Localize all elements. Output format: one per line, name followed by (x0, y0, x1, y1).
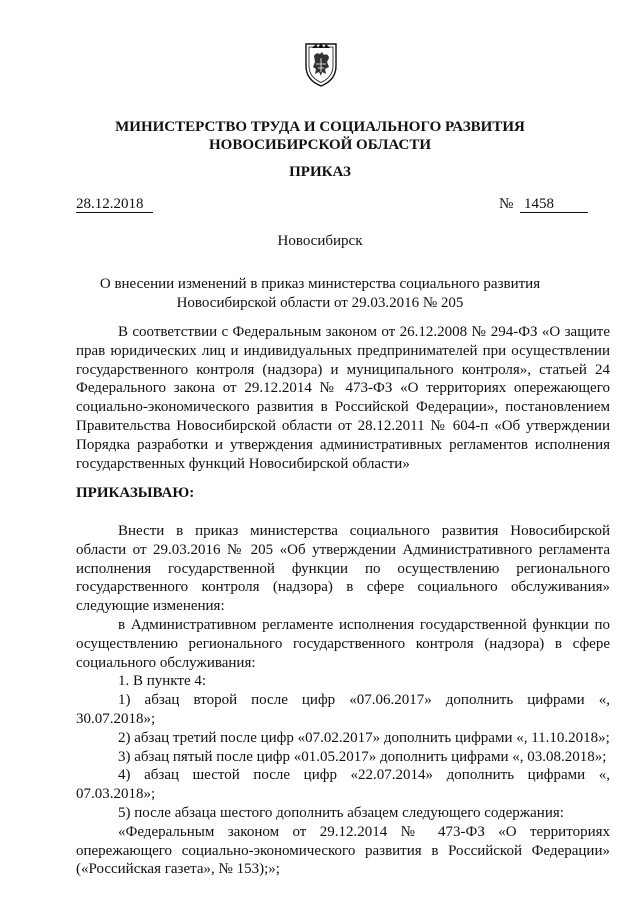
coat-of-arms-icon (302, 40, 340, 88)
document-subject (0, 275, 640, 313)
subject-line2: Новосибирской области от 29.03.2016 № 205 (176, 295, 464, 311)
ministry-name-line2: НОВОСИБИРСКОЙ ОБЛАСТИ (208, 137, 432, 153)
body-paragraph: 2) абзац третий после цифр «07.02.2017» дополнить цифрами «, 11.10.2018»; (118, 729, 610, 746)
body-paragraph: 3) абзац пятый после цифр «01.05.2017» дополнить цифрами «, 03.08.2018»; (118, 748, 607, 765)
document-type: ПРИКАЗ (289, 164, 351, 180)
subject-line1: О внесении изменений в приказ министерства социального развития (99, 276, 541, 292)
body-paragraph: 4) абзац шестой после цифр «22.07.2014» дополнить цифрами «, 07.03.2018»; (76, 767, 610, 803)
preamble-block (76, 323, 610, 473)
body-paragraph: 1. В пункте 4: (118, 673, 207, 690)
document-date: 28.12.2018 (76, 196, 153, 213)
document-number: 1458 (520, 196, 588, 213)
body-paragraph: «Федеральным законом от 29.12.2014 № 473-ФЗ «О территориях опережающего социально-экономического развития в Российской Федерации» («Российская газета», № 153);»; (76, 823, 610, 878)
preamble-paragraph: В соответствии с Федеральным законом от 26.12.2008 № 294-ФЗ «О защите прав юридических лиц и индивидуальных предпринимателей при осуществлении государственного контроля (надзора) и муниципального контроля», статьей 24 Федерального закона от 29.12.2014 № 473-ФЗ «О территориях опережающего социально-экономического развития в Российской Федерации», постановлением Правительства Новосибирской области от 28.12.2011 № 604-п «Об утверждении Порядка разработки и утверждения административных регламентов исполнения государственных функций Новосибирской области» (76, 324, 610, 472)
ministry-name-line1: МИНИСТЕРСТВО ТРУДА И СОЦИАЛЬНОГО РАЗВИТИЯ (115, 119, 525, 135)
body-paragraph: 1) абзац второй после цифр «07.06.2017» дополнить цифрами «, 30.07.2018»; (76, 692, 610, 727)
order-body (76, 522, 610, 879)
body-paragraph: Внести в приказ министерства социального развития Новосибирской области от 29.03.2016 № 205 «Об утверждении Административного регламента исполнения государственной функции по осуществлению регионального государственного контроля (надзора) в сфере социального обслуживания» следующие изменения: (76, 523, 610, 615)
order-word: ПРИКАЗЫВАЮ: (76, 485, 195, 501)
body-paragraph: 5) после абзаца шестого дополнить абзацем следующего содержания: (118, 804, 564, 821)
number-label: № (499, 196, 514, 212)
city-name: Новосибирск (277, 233, 363, 249)
ministry-name (0, 118, 640, 154)
body-paragraph: в Административном регламенте исполнения государственной функции по осуществлению регионального государственного контроля (надзора) в сфере социального обслуживания: (76, 616, 610, 671)
